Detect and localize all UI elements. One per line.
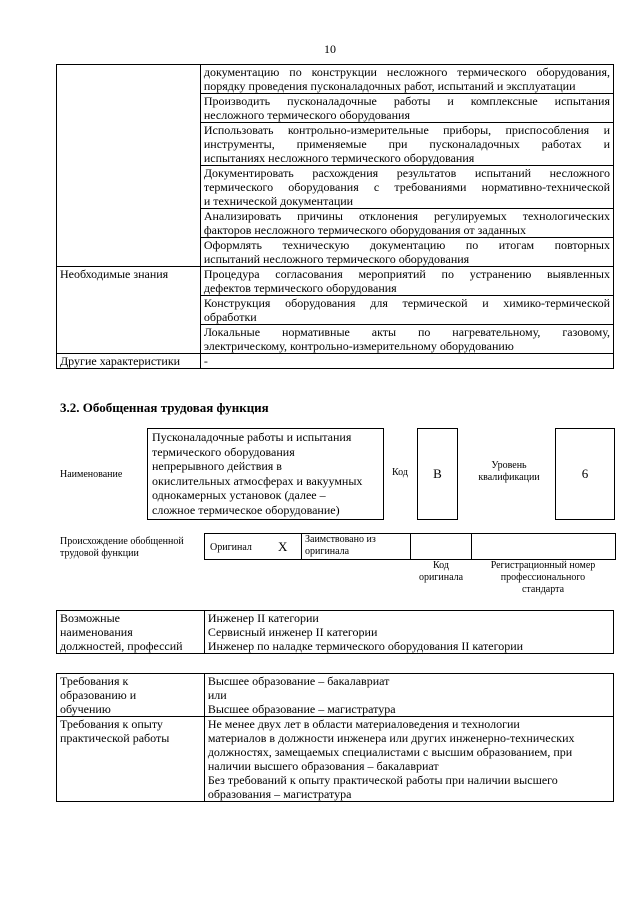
skill-cell: Оформлять техническую документацию по итогам повторных испытаний несложного термического оборудования [200, 238, 613, 267]
education-label: Требования к образованию и обучению [57, 674, 205, 717]
code-label: Код [392, 467, 408, 478]
skill-cell: Документировать расхождения результатов испытаний несложного термического оборудования с требованиями нормативно-технической и технической документации [200, 166, 613, 209]
original-mark: X [278, 539, 288, 554]
row-label-other: Другие характеристики [57, 354, 201, 369]
origin-label: Происхождение обобщенной трудовой функции [60, 536, 184, 559]
name-label: Наименование [60, 469, 123, 480]
level-value: 6 [581, 466, 589, 481]
level-label: Уровень квалификации [478, 460, 540, 483]
skill-cell: Анализировать причины отклонения регулируемых технологических факторов несложного термического оборудования от заданных [200, 209, 613, 238]
skill-cell: документацию по конструкции несложного термического оборудования, порядку проведения пусконаладочных работ, испытаний и эксплуатации [200, 65, 613, 94]
skills-table [56, 64, 614, 369]
skill-cell: Производить пусконаладочные работы и комплексные испытания несложного термического оборудования [200, 94, 613, 123]
page-number: 10 [324, 42, 336, 56]
experience-label: Требования к опыту практической работы [57, 717, 205, 802]
borrowed-label: Заимствовано из оригинала [305, 534, 376, 557]
positions-label: Возможные наименования должностей, профессий [57, 611, 205, 654]
knowledge-cell: Конструкция оборудования для термической и химико-термической обработки [200, 296, 613, 325]
code-original-caption: Код оригинала [418, 560, 464, 583]
experience-values: Не менее двух лет в области материаловедения и технологии материалов в должности инженера или других инженерно-технических должностях, замещаемых специалистами с высшим образованием, при наличии высшего образования – бакалавриат Без требований к опыту практической работы при наличии высшего образования – магистратура [204, 717, 613, 802]
requirements-table [56, 673, 614, 802]
row-label-knowledge: Необходимые знания [57, 267, 201, 354]
positions-values: Инженер II категории Сервисный инженер II категории Инженер по наладке термического оборудования II категории [204, 611, 613, 654]
function-name: Пусконаладочные работы и испытания термического оборудования непрерывного действия в окислительных атмосферах и вакуумных однокамерных установок (далее – сложное термическое оборудование) [152, 430, 363, 517]
section-title: 3.2. Обобщенная трудовая функция [60, 400, 269, 415]
skill-cell: Использовать контрольно-измерительные приборы, приспособления и инструменты, применяемые при пусконаладочных работах и испытаниях несложного термического оборудования [200, 123, 613, 166]
other-cell: - [200, 354, 613, 369]
row-label-empty [57, 65, 201, 267]
positions-table [56, 610, 614, 654]
knowledge-cell: Процедура согласования мероприятий по устранению выявленных дефектов термического оборудования [200, 267, 613, 296]
original-label: Оригинал [210, 542, 252, 553]
education-values: Высшее образование – бакалавриат или Высшее образование – магистратура [204, 674, 613, 717]
code-value: B [433, 466, 442, 481]
knowledge-cell: Локальные нормативные акты по нагревательному, газовому, электрическому, контрольно-измерительному оборудованию [200, 325, 613, 354]
reg-number-caption: Регистрационный номер профессионального стандарта [490, 560, 596, 595]
